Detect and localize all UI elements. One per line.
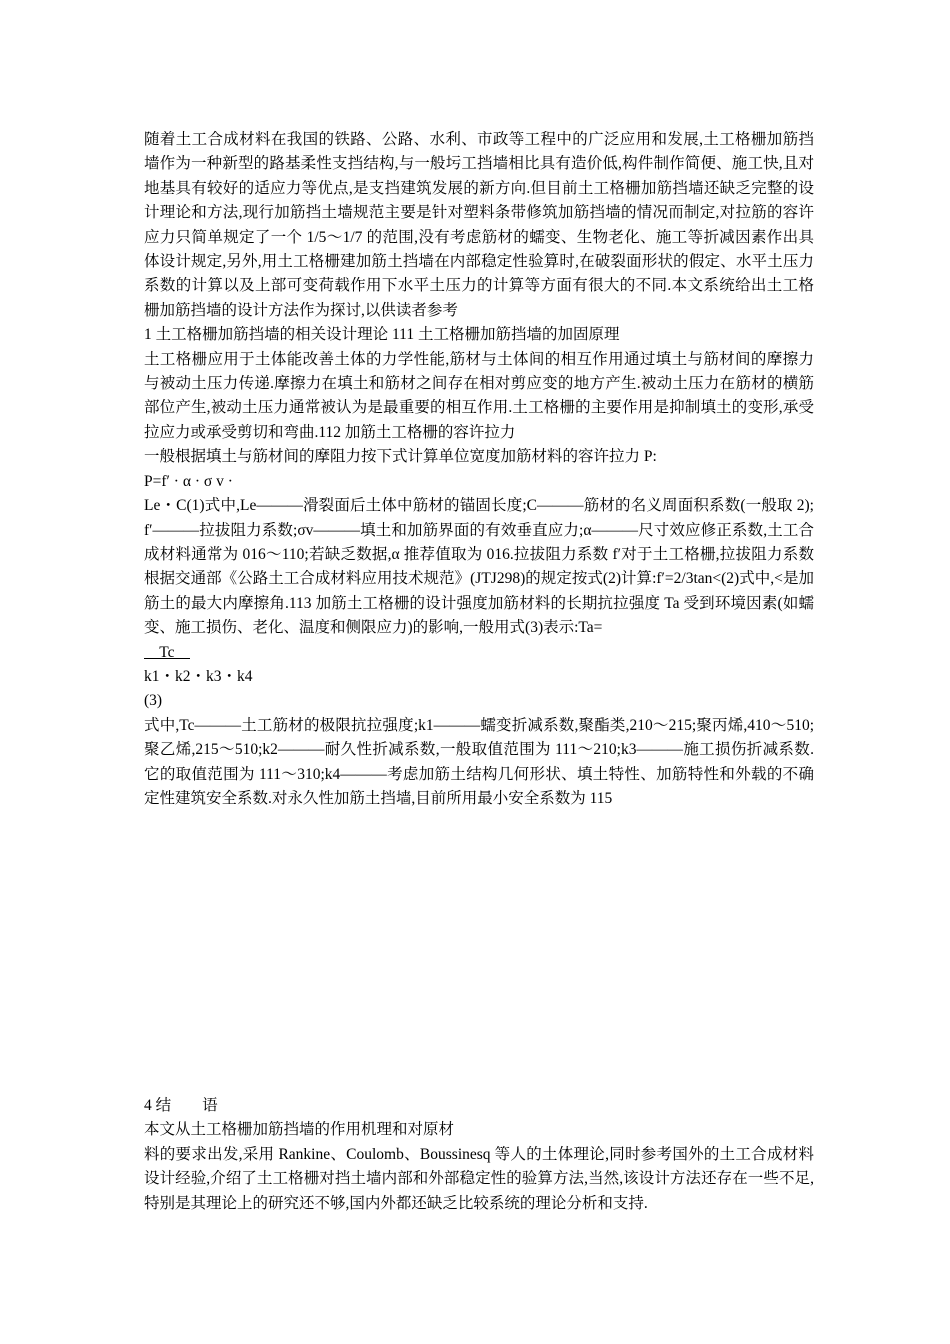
- formula-intro: 一般根据填土与筋材间的摩阻力按下式计算单位宽度加筋材料的容许拉力 P:: [144, 448, 657, 466]
- conclusion-section: [144, 1094, 814, 1216]
- formula3-explanation: 式中,Tc———土工筋材的极限抗拉强度;k1———蠕变折减系数,聚酯类,210～215;聚丙烯,410～510;聚乙烯,215～510;k2———耐久性折减系数,一般取值范围为 111～210;k3———施工损伤折减系数.它的取值范围为 111～310;k4———考虑加筋土结构几何形状、填土特性、加筋特性和外载的不确定性建筑安全系数.对永久性加筋土挡墙,目前所用最小安全系数为 115: [144, 716, 814, 807]
- conclusion-paragraph: 料的要求出发,采用 Rankine、Coulomb、Boussinesq 等人的土体理论,同时参考国外的土工合成材料设计经验,介绍了土工格栅对挡土墙内部和外部稳定性的验算方法,当然,该设计方法还存在一些不足,特别是其理论上的研究还不够,国内外都还缺乏比较系统的理论分析和支持.: [144, 1145, 814, 1212]
- conclusion-heading: 4 结 语: [144, 1097, 218, 1114]
- formula3-denominator: k1・k2・k3・k4: [144, 667, 253, 685]
- formula3-number: (3): [144, 692, 163, 710]
- section1-paragraph: 土工格栅应用于土体能改善土体的力学性能,筋材与土体间的相互作用通过填土与筋材间的摩擦力与被动土压力传递.摩擦力在填土和筋材之间存在相对剪应变的地方产生.被动土压力在筋材的横筋部位产生,被动土压力通常被认为是最重要的相互作用.土工格栅的主要作用是抑制填土的变形,承受拉应力或承受剪切和弯曲.112 加筋土工格栅的容许拉力: [144, 350, 814, 441]
- formula-1: P=f′ · α · σ v ·: [144, 472, 233, 490]
- document-body: [144, 128, 814, 811]
- intro-paragraph: 随着土工合成材料在我国的铁路、公路、水利、市政等工程中的广泛应用和发展,土工格栅加筋挡墙作为一种新型的路基柔性支挡结构,与一般圬工挡墙相比具有造价低,构件制作简便、施工快,且对地基具有较好的适应力等优点,是支挡建筑发展的新方向.但目前土工格栅加筋挡墙还缺乏完整的设计理论和方法,现行加筋挡土墙规范主要是针对塑料条带修筑加筋挡墙的情况而制定,对拉筋的容许应力只简单规定了一个 1/5～1/7 的范围,没有考虑筋材的蠕变、生物老化、施工等折减因素作出具体设计规定,另外,用土工格栅建加筋土挡墙在内部稳定性验算时,在破裂面形状的假定、水平土压力系数的计算以及上部可变荷载作用下水平土压力的计算等方面有很大的不同.本文系统给出土工格栅加筋挡墙的设计方法作为探讨,以供读者参考: [144, 131, 814, 319]
- conclusion-first-line: 本文从土工格栅加筋挡墙的作用机理和对原材: [144, 1121, 455, 1139]
- formula3-numerator: Tc: [144, 643, 190, 661]
- section1-heading: 1 土工格栅加筋挡墙的相关设计理论 111 土工格栅加筋挡墙的加固原理: [144, 326, 620, 344]
- formula1-explanation: Le・C(1)式中,Le———滑裂面后土体中筋材的锚固长度;C———筋材的名义周面积系数(一般取 2);f′———拉拔阻力系数;σv———填土和加筋界面的有效垂直应力;α———尺寸效应修正系数,土工合成材料通常为 016～110;若缺乏数据,α 推荐值取为 016.拉拔阻力系数 f′对于土工格栅,拉拔阻力系数根据交通部《公路土工合成材料应用技术规范》(JTJ298)的规定按式(2)计算:f′=2/3tan<(2)式中,<是加筋土的最大内摩擦角.113 加筋土工格栅的设计强度加筋材料的长期抗拉强度 Ta 受到环境因素(如蠕变、施工损伤、老化、温度和侧限应力)的影响,一般用式(3)表示:Ta=: [144, 497, 814, 637]
